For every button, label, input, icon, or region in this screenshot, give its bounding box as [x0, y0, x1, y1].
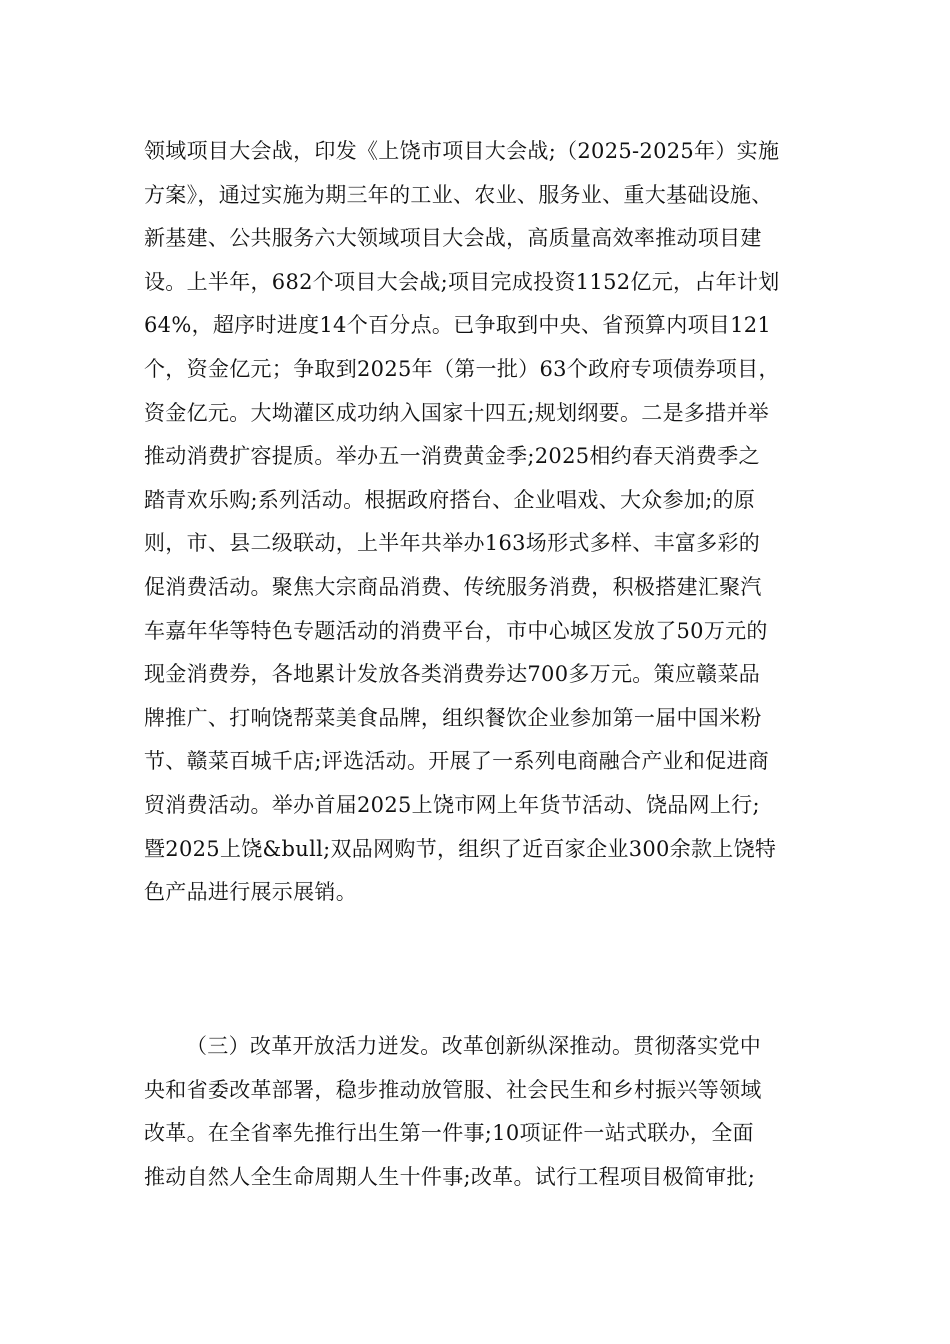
paragraph-line: 则，市、县二级联动，上半年共举办163场形式多样、丰富多彩的 — [144, 531, 761, 556]
paragraph-line: 改革。在全省率先推行出生第一件事;10项证件一站式联办，全面 — [144, 1121, 754, 1146]
paragraph-line: 方案》，通过实施为期三年的工业、农业、服务业、重大基础设施、 — [144, 182, 773, 207]
paragraph-line: 节、赣菜百城千店;评选活动。开展了一系列电商融合产业和促进商 — [144, 749, 770, 774]
paragraph-line: 个，资金亿元；争取到2025年（第一批）63个政府专项债券项目， — [144, 356, 780, 381]
paragraph-line: 推动消费扩容提质。举办五一消费黄金季;2025相约春天消费季之 — [144, 444, 760, 469]
paragraph-line: 踏青欢乐购;系列活动。根据政府搭台、企业唱戏、大众参加;的原 — [144, 487, 756, 512]
body-paragraph-1 — [144, 130, 814, 915]
paragraph-line: 央和省委改革部署，稳步推动放管服、社会民生和乡村振兴等领域 — [144, 1077, 762, 1102]
paragraph-line: 暨2025上饶&bull;双品网购节，组织了近百家企业300余款上饶特 — [144, 836, 777, 861]
paragraph-line: 设。上半年，682个项目大会战;项目完成投资1152亿元，占年计划 — [144, 269, 780, 294]
paragraph-line: 现金消费券，各地累计发放各类消费券达700多万元。策应赣菜品 — [144, 662, 761, 687]
paragraph-line: 领域项目大会战，印发《上饶市项目大会战;（2025-2025年）实施 — [144, 139, 780, 163]
paragraph-line: 车嘉年华等特色专题活动的消费平台，市中心城区发放了50万元的 — [144, 618, 768, 643]
paragraph-line: 64%，超序时进度14个百分点。已争取到中央、省预算内项目121 — [144, 313, 772, 338]
paragraph-line: 牌推广、打响饶帮菜美食品牌，组织餐饮企业参加第一届中国米粉 — [144, 705, 762, 730]
paragraph-line: 新基建、公共服务六大领域项目大会战，高质量高效率推动项目建 — [144, 226, 762, 251]
paragraph-line: 推动自然人全生命周期人生十件事;改革。试行工程项目极简审批; — [144, 1164, 756, 1189]
paragraph-line: （三）改革开放活力迸发。改革创新纵深推动。贯彻落实党中 — [186, 1034, 762, 1058]
paragraph-line: 色产品进行展示展销。 — [144, 880, 357, 905]
body-paragraph-2 — [144, 1025, 814, 1199]
paragraph-line: 贸消费活动。举办首届2025上饶市网上年货节活动、饶品网上行; — [144, 792, 760, 817]
paragraph-line: 资金亿元。大坳灌区成功纳入国家十四五;规划纲要。二是多措并举 — [144, 400, 770, 425]
paragraph-line: 促消费活动。聚焦大宗商品消费、传统服务消费，积极搭建汇聚汽 — [144, 574, 762, 599]
